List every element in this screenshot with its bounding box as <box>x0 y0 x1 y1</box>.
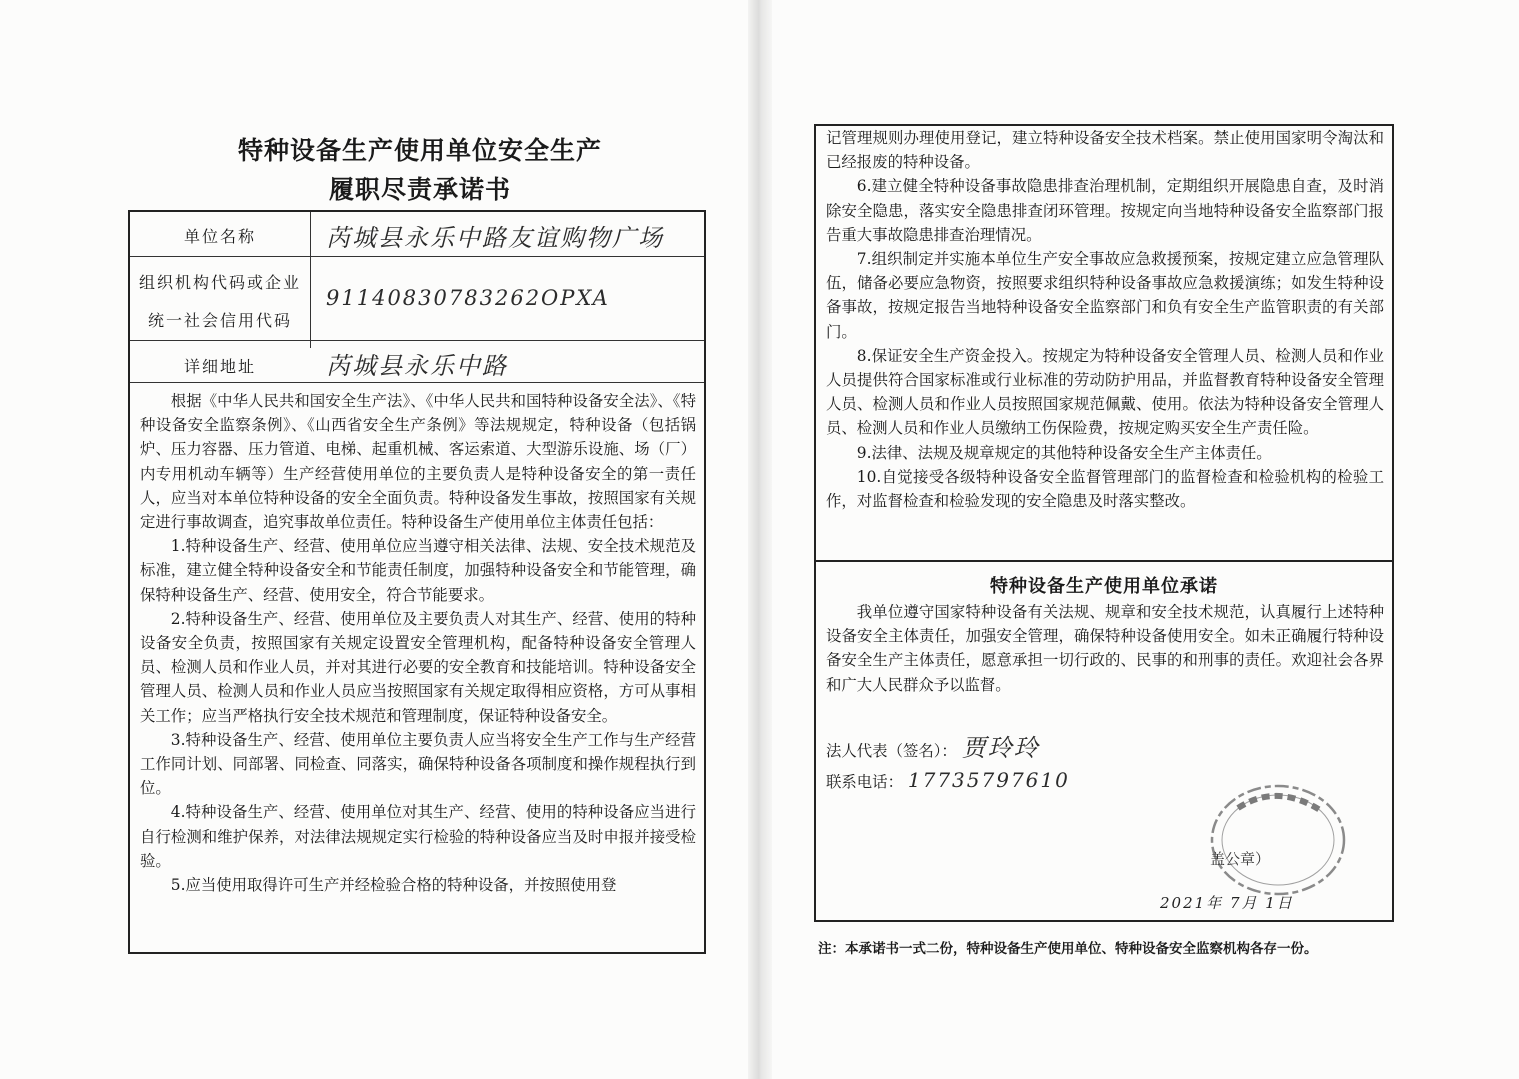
book-spine <box>748 0 772 1079</box>
code-label-line2: 统一社会信用代码 <box>147 311 292 330</box>
official-seal-stamp <box>1198 778 1348 898</box>
clause-1: 1.特种设备生产、经营、使用单位应当遵守相关法律、法规、安全技术规范及标准，建立健全特种设备安全和节能责任制度，加强特种设备安全和节能管理，确保特种设备生产、经营、使用安全，符合节能要求。 <box>140 537 696 604</box>
table-divider <box>310 212 311 348</box>
clause-5-start: 5.应当使用取得许可生产并经检验合格的特种设备，并按照使用登 <box>170 876 617 895</box>
unit-name-label: 单位名称 <box>183 227 256 246</box>
clause-4: 4.特种设备生产、经营、使用单位对其生产、经营、使用的特种设备应当进行自行检测和维护保养，对法律法规规定实行检验的特种设备应当及时申报并接受检验。 <box>140 803 696 870</box>
clause-7: 7.组织制定并实施本单位生产安全事故应急救援预案，按规定建立应急管理队伍，储备必要应急物资，按照要求组织特种设备事故应急救援演练；如发生特种设备事故，按规定报告当地特种设备安全监察部门和负有安全生产监管职责的有关部门。 <box>826 250 1384 341</box>
table-rule <box>130 340 704 341</box>
right-body-text <box>826 126 1384 513</box>
legal-rep-row <box>826 728 1040 763</box>
signing-date: 2021年 7月 1日 <box>1160 894 1294 912</box>
commitment-body <box>826 600 1384 697</box>
legal-rep-label: 法人代表（签名）： <box>826 742 957 760</box>
document-title-line2: 履职尽责承诺书 <box>328 175 511 204</box>
address-value: 芮城县永乐中路 <box>326 352 508 380</box>
commitment-title: 特种设备生产使用单位承诺 <box>990 576 1218 597</box>
address-label: 详细地址 <box>183 357 256 376</box>
clause-9: 9.法律、法规及规章规定的其他特种设备安全生产主体责任。 <box>856 443 1272 462</box>
table-rule <box>130 382 704 383</box>
code-label-line1: 组织机构代码或企业 <box>138 273 301 292</box>
seal-label: 盖公章） <box>1210 850 1271 868</box>
clause-5-continued: 记管理规则办理使用登记，建立特种设备安全技术档案。禁止使用国家明令淘汰和已经报废的特种设备。 <box>826 129 1384 172</box>
credit-code-value: 91140830783262OPXA <box>326 286 610 310</box>
footnote: 注：本承诺书一式二份，特种设备生产使用单位、特种设备安全监察机构各存一份。 <box>818 941 1318 957</box>
table-rule <box>130 256 704 257</box>
unit-name-value: 芮城县永乐中路友谊购物广场 <box>326 224 664 252</box>
clause-3: 3.特种设备生产、经营、使用单位主要负责人应当将安全生产工作与生产经营工作同计划、同部署、同检查、同落实，确保特种设备各项制度和操作规程执行到位。 <box>140 730 696 798</box>
info-table <box>128 210 706 954</box>
legal-rep-signature: 贾玲玲 <box>961 734 1040 762</box>
phone-label: 联系电话： <box>826 773 903 791</box>
clause-10: 10.自觉接受各级特种设备安全监督管理部门的监督检查和检验机构的检验工作，对监督检查和检验发现的安全隐患及时落实整改。 <box>826 467 1384 511</box>
clause-8: 8.保证安全生产资金投入。按规定为特种设备安全管理人员、检测人员和作业人员提供符合国家标准或行业标准的劳动防护用品，并监督教育特种设备安全管理人员、检测人员和作业人员按照国家规范佩戴、使用。依法为特种设备安全管理人员、检测人员和作业人员缴纳工伤保险费，按规定购买安全生产责任险。 <box>826 346 1384 438</box>
intro-paragraph: 根据《中华人民共和国安全生产法》、《中华人民共和国特种设备安全法》、《特种设备安全监察条例》、《山西省安全生产条例》等法规规定，特种设备（包括锅炉、压力容器、压力管道、电梯、起重机械、客运索道、大型游乐设施、场（厂）内专用机动车辆等）生产经营使用单位的主要负责人是特种设备安全的第一责任人，应当对本单位特种设备的安全全面负责。特种设备发生事故，按照国家有关规定进行事故调查，追究事故单位责任。特种设备生产使用单位主体责任包括： <box>140 392 696 532</box>
clauses-continued-box <box>814 124 1394 562</box>
document-title-line1: 特种设备生产使用单位安全生产 <box>237 136 602 165</box>
phone-value: 17735797610 <box>907 768 1070 792</box>
commitment-text: 我单位遵守国家特种设备有关法规、规章和安全技术规范，认真履行上述特种设备安全主体责任，加强安全管理，确保特种设备使用安全。如未正确履行特种设备安全生产主体责任，愿意承担一切行政的、民事的和刑事的责任。欢迎社会各界和广大人民群众予以监督。 <box>826 603 1384 694</box>
clause-2: 2.特种设备生产、经营、使用单位及主要负责人对其生产、经营、使用的特种设备安全负责，按照国家有关规定设置安全管理机构，配备特种设备安全管理人员、检测人员和作业人员，并对其进行必要的安全教育和技能培训。特种设备安全管理人员、检测人员和作业人员应当按照国家有关规定取得相应资格，方可从事相关工作；应当严格执行安全技术规范和管理制度，保证特种设备安全。 <box>140 609 696 725</box>
left-body-text <box>140 389 696 897</box>
clause-6: 6.建立健全特种设备事故隐患排查治理机制，定期组织开展隐患自查，及时消除安全隐患，落实安全隐患排查闭环管理。按规定向当地特种设备安全监察部门报告重大事故隐患排查治理情况。 <box>826 177 1384 244</box>
phone-row <box>826 768 1070 792</box>
